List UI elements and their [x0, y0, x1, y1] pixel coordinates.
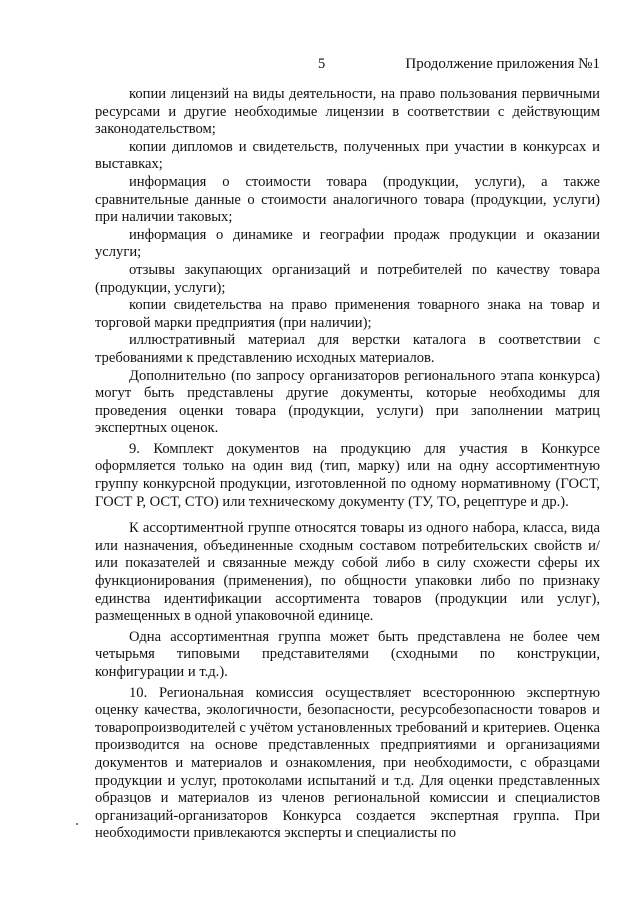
paragraph-licenses: копии лицензий на виды деятельности, на право пользования первичными ресурсами и другие необходимые лицензии в соответствии с действующим законодательством;	[95, 86, 600, 138]
paragraph-item-10: 10. Региональная комиссия осуществляет всестороннюю экспертную оценку качества, экологичности, безопасности, ресурсобезопасности товаров и товаропроизводителей с учётом установленных требований и критериев. Оценка производится на основе представленных предприятиями и организациями документов и материалов и ознакомления, при необходимости, с образцами продукции и услуг, протоколами испытаний и т.д. Для оценки представленных образцов и материалов из членов региональной комиссии и специалистов организаций-организаторов Конкурса создается экспертная группа. При необходимости привлекаются эксперты и специалисты по	[95, 684, 600, 842]
document-body	[95, 86, 600, 843]
paragraph-sales-geography: информация о динамике и географии продаж продукции и оказании услуги;	[95, 226, 600, 261]
scan-speck	[76, 823, 78, 825]
paragraph-trademark: копии свидетельства на право применения товарного знака на товар и торговой марки предприятия (при наличии);	[95, 297, 600, 331]
paragraph-additional-docs: Дополнительно (по запросу организаторов регионального этапа конкурса) могут быть представлены другие документы, которые необходимы для проведения оценки товара (продукции, услуги) при заполнении матриц экспертных оценок.	[95, 367, 600, 437]
continuation-header: Продолжение приложения №1	[405, 56, 600, 72]
page-number: 5	[318, 56, 326, 72]
paragraph-diplomas: копии дипломов и свидетельств, полученных при участии в конкурсах и выставках;	[95, 138, 600, 173]
paragraph-assortment-group: К ассортиментной группе относятся товары из одного набора, класса, вида или назначения, объединенные сходным составом потребительских свойств и/или показателей и связанные между собой либо в силу схожести сферы их функционирования (применения), по общности упаковки либо по признаку единства идентификации ассортимента товаров (продукции или услуг), размещенных в одной упаковочной единице.	[95, 520, 600, 625]
paragraph-item-9: 9. Комплект документов на продукцию для участия в Конкурсе оформляется только на один вид (тип, марку) или на одну ассортиментную группу конкурсной продукции, изготовленной по одному нормативному (ГОСТ, ГОСТ Р, ОСТ, СТО) или техническому документу (ТУ, ТО, рецептуре и др.).	[95, 440, 600, 510]
paragraph-illustrations: иллюстративный материал для верстки каталога в соответствии с требованиями к представлению исходных материалов.	[95, 332, 600, 366]
paragraph-reviews: отзывы закупающих организаций и потребителей по качеству товара (продукции, услуги);	[95, 261, 600, 296]
paragraph-price-info: информация о стоимости товара (продукции, услуги), а также сравнительные данные о стоимости аналогичного товара (продукции, услуги) при наличии таковых;	[95, 173, 600, 226]
paragraph-group-representatives: Одна ассортиментная группа может быть представлена не более чем четырьмя типовыми представителями (сходными по конструкции, конфигурации и т.д.).	[95, 628, 600, 680]
